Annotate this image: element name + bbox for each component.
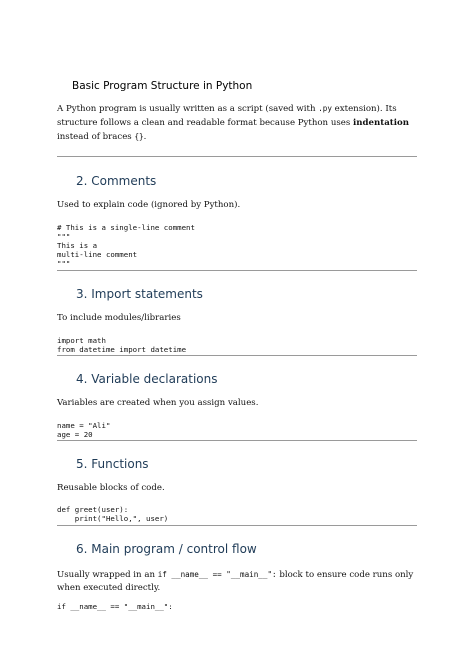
code-block-variables: name = "Ali" age = 20	[57, 421, 111, 439]
horizontal-rule	[57, 440, 417, 441]
section-heading-comments: 2. Comments	[76, 174, 157, 188]
code-block-imports: import math from datetime import datetime	[57, 336, 187, 354]
main-description-text-2: block to ensure code runs only when executed directly.	[57, 570, 414, 593]
horizontal-rule	[57, 525, 417, 526]
section-heading-main-program: 6. Main program / control flow	[76, 542, 257, 556]
section-description-main-program	[57, 568, 427, 595]
section-heading-imports: 3. Import statements	[76, 287, 203, 301]
intro-code-extension: .py	[318, 104, 332, 113]
code-block-main-program: if __name__ == "__main__":	[57, 602, 173, 611]
intro-text-4: .	[143, 132, 147, 142]
intro-text-1: A Python program is usually written as a script (saved with	[57, 104, 319, 114]
section-heading-variables: 4. Variable declarations	[76, 372, 218, 386]
section-description-functions: Reusable blocks of code.	[57, 483, 165, 493]
document-title: Basic Program Structure in Python	[72, 80, 253, 92]
intro-code-braces: {}	[134, 132, 144, 141]
section-heading-functions: 5. Functions	[76, 457, 149, 471]
intro-paragraph	[57, 102, 427, 145]
horizontal-rule	[57, 270, 417, 271]
intro-text-2: extension). Its structure follows a clean and readable format because Python uses	[57, 104, 397, 128]
main-description-text-1: Usually wrapped in an	[57, 570, 158, 580]
code-block-comments: # This is a single-line comment """ This is a multi-line comment """	[57, 223, 195, 268]
intro-text-3: instead of braces	[57, 132, 135, 142]
main-description-code: if __name__ == "__main__":	[157, 570, 277, 579]
code-block-functions: def greet(user): print("Hello,", user)	[57, 505, 169, 523]
horizontal-rule	[57, 156, 417, 157]
horizontal-rule	[57, 355, 417, 356]
section-description-imports: To include modules/libraries	[57, 313, 181, 323]
intro-bold-indentation: indentation	[353, 117, 409, 128]
section-description-variables: Variables are created when you assign values.	[57, 398, 259, 408]
section-description-comments: Used to explain code (ignored by Python).	[57, 200, 241, 210]
